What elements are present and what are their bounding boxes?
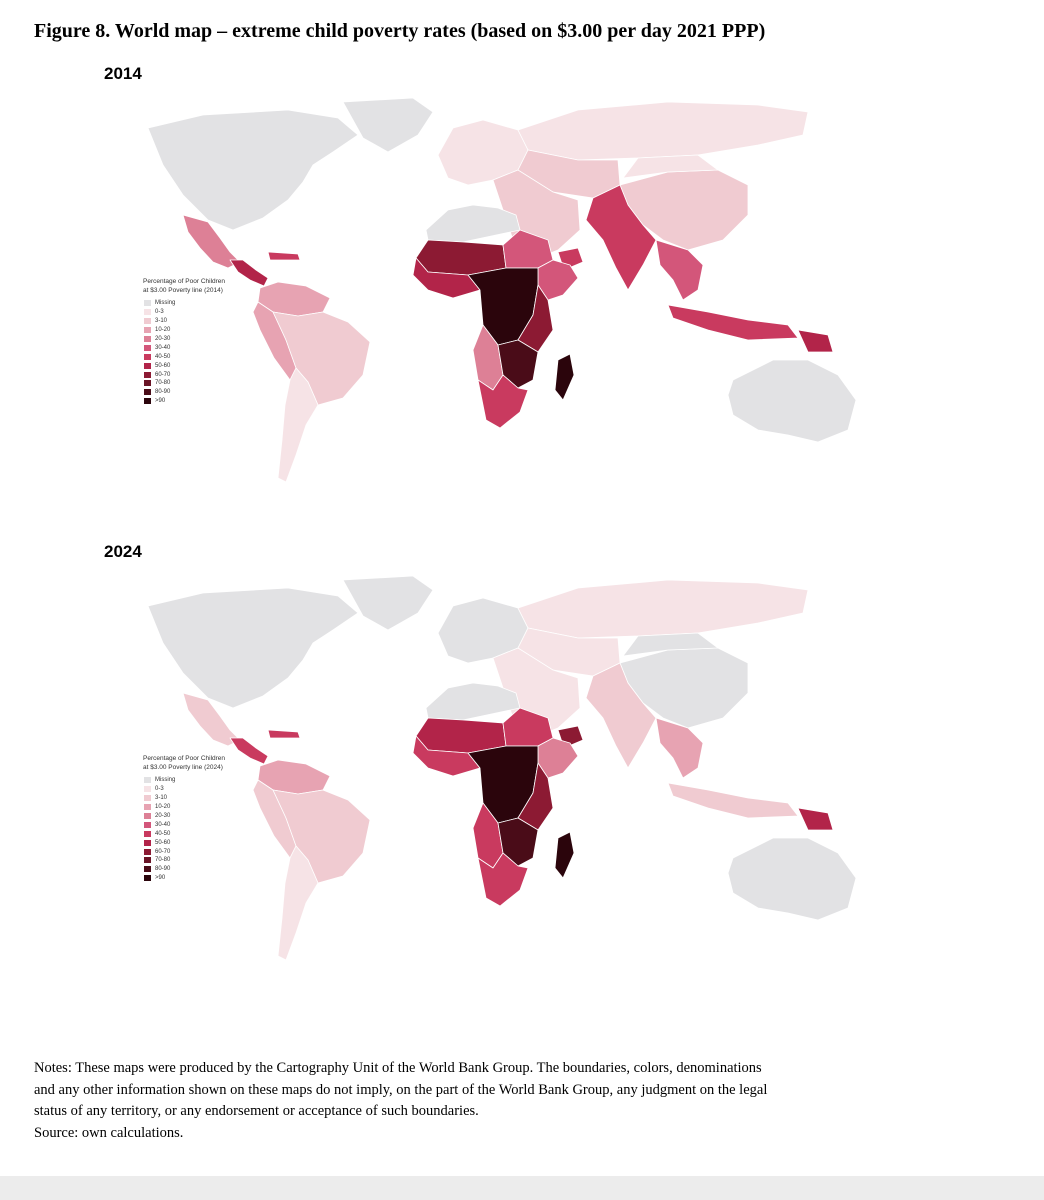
legend-item (143, 343, 273, 352)
legend-swatch (144, 309, 151, 315)
legend-label: 10-20 (155, 327, 171, 334)
region-sahel-west (416, 240, 506, 275)
notes-line-3: status of any territory, or any endorsement or acceptance of such boundaries. (34, 1103, 479, 1119)
legend-label: 60-70 (155, 848, 171, 855)
legend-item (143, 829, 273, 838)
legend-item (143, 308, 273, 317)
region-australia (728, 838, 856, 920)
legend-swatch (144, 849, 151, 855)
legend-item (143, 317, 273, 326)
legend-label: 30-40 (155, 821, 171, 828)
legend-label: 3-10 (155, 318, 168, 325)
region-papua-new-guinea (798, 808, 833, 830)
legend-items (143, 776, 273, 883)
legend-title-line2: at $3.00 Poverty line (2024) (143, 763, 223, 771)
legend-item (143, 856, 273, 865)
legend-item (143, 361, 273, 370)
legend-swatch (144, 398, 151, 404)
legend-swatch (144, 327, 151, 333)
legend-item (143, 388, 273, 397)
legend-label: Missing (155, 300, 176, 307)
legend-label: 20-30 (155, 336, 171, 342)
figure-title: Figure 8. World map – extreme child poverty rates (based on $3.00 per day 2021 PPP) (34, 20, 766, 42)
legend-title-line1: Percentage of Poor Children (143, 755, 226, 762)
legend-swatch (144, 389, 151, 395)
legend-label: 40-50 (155, 353, 171, 360)
notes-source: Source: own calculations. (34, 1124, 184, 1141)
legend-label: >90 (155, 398, 166, 405)
legend-label: 70-80 (155, 380, 171, 387)
legend-items (143, 299, 273, 406)
legend-swatch (144, 875, 151, 881)
region-russia (518, 102, 808, 160)
region-indonesia (668, 783, 798, 818)
legend-title-line2: at $3.00 Poverty line (2014) (143, 286, 223, 294)
legend-item (143, 785, 273, 794)
legend-title-line1: Percentage of Poor Children (143, 278, 226, 285)
legend-swatch (144, 363, 151, 369)
viewer-bottom-bar (0, 1176, 1044, 1200)
region-greenland (343, 576, 433, 630)
region-north-america (148, 110, 358, 230)
legend-item (143, 820, 273, 829)
legend-swatch (144, 857, 151, 863)
region-madagascar (555, 832, 574, 878)
region-southeast-asia (656, 240, 703, 300)
legend-swatch (144, 345, 151, 351)
legend-swatch (144, 372, 151, 378)
legend-label: 80-90 (155, 389, 171, 396)
legend-swatch (144, 336, 151, 342)
region-caribbean (268, 730, 300, 738)
region-australia (728, 360, 856, 442)
notes-line-1: Notes: These maps were produced by the Cartography Unit of the World Bank Group. The boundaries, colors, denominations (34, 1060, 762, 1076)
legend-swatch (144, 318, 151, 324)
legend-item (143, 838, 273, 847)
region-madagascar (555, 354, 574, 400)
legend-item (143, 397, 273, 406)
legend-item (143, 299, 273, 308)
legend-label: 30-40 (155, 344, 171, 351)
legend-item (143, 352, 273, 361)
legend-item (143, 847, 273, 856)
legend-item (143, 370, 273, 379)
legend-swatch (144, 354, 151, 360)
legend-2024 (143, 755, 273, 883)
region-north-america (148, 588, 358, 708)
region-southeast-asia (656, 718, 703, 778)
legend-item (143, 874, 273, 883)
legend-label: 0-3 (155, 309, 164, 316)
region-russia (518, 580, 808, 638)
legend-swatch (144, 822, 151, 828)
legend-item (143, 803, 273, 812)
legend-label: Missing (155, 777, 176, 784)
legend-label: 3-10 (155, 795, 168, 802)
legend-label: 70-80 (155, 857, 171, 864)
legend-item (143, 326, 273, 335)
legend-label: 20-30 (155, 813, 171, 819)
legend-swatch (144, 300, 151, 306)
notes (34, 1058, 934, 1144)
region-indonesia (668, 305, 798, 340)
legend-swatch (144, 795, 151, 801)
legend-swatch (144, 380, 151, 386)
legend-swatch (144, 777, 151, 783)
legend-item (143, 776, 273, 785)
legend-swatch (144, 840, 151, 846)
legend-item (143, 794, 273, 803)
legend-item (143, 812, 273, 821)
legend-label: 50-60 (155, 839, 171, 846)
legend-2014 (143, 278, 273, 406)
legend-swatch (144, 804, 151, 810)
legend-swatch (144, 813, 151, 819)
legend-swatch (144, 831, 151, 837)
region-sahel-west (416, 718, 506, 753)
legend-swatch (144, 786, 151, 792)
legend-label: 40-50 (155, 830, 171, 837)
legend-label: 50-60 (155, 362, 171, 369)
region-caribbean (268, 252, 300, 260)
legend-label: 0-3 (155, 786, 164, 793)
legend-label: >90 (155, 875, 166, 882)
region-greenland (343, 98, 433, 152)
year-label-2014: 2014 (104, 64, 142, 83)
legend-swatch (144, 866, 151, 872)
legend-label: 10-20 (155, 804, 171, 811)
legend-label: 80-90 (155, 866, 171, 873)
legend-item (143, 335, 273, 344)
legend-item (143, 865, 273, 874)
legend-item (143, 379, 273, 388)
legend-label: 60-70 (155, 371, 171, 378)
region-papua-new-guinea (798, 330, 833, 352)
year-label-2024: 2024 (104, 542, 142, 561)
notes-line-2: and any other information shown on these maps do not imply, on the part of the World Bank Group, any judgment on the legal (34, 1081, 768, 1098)
